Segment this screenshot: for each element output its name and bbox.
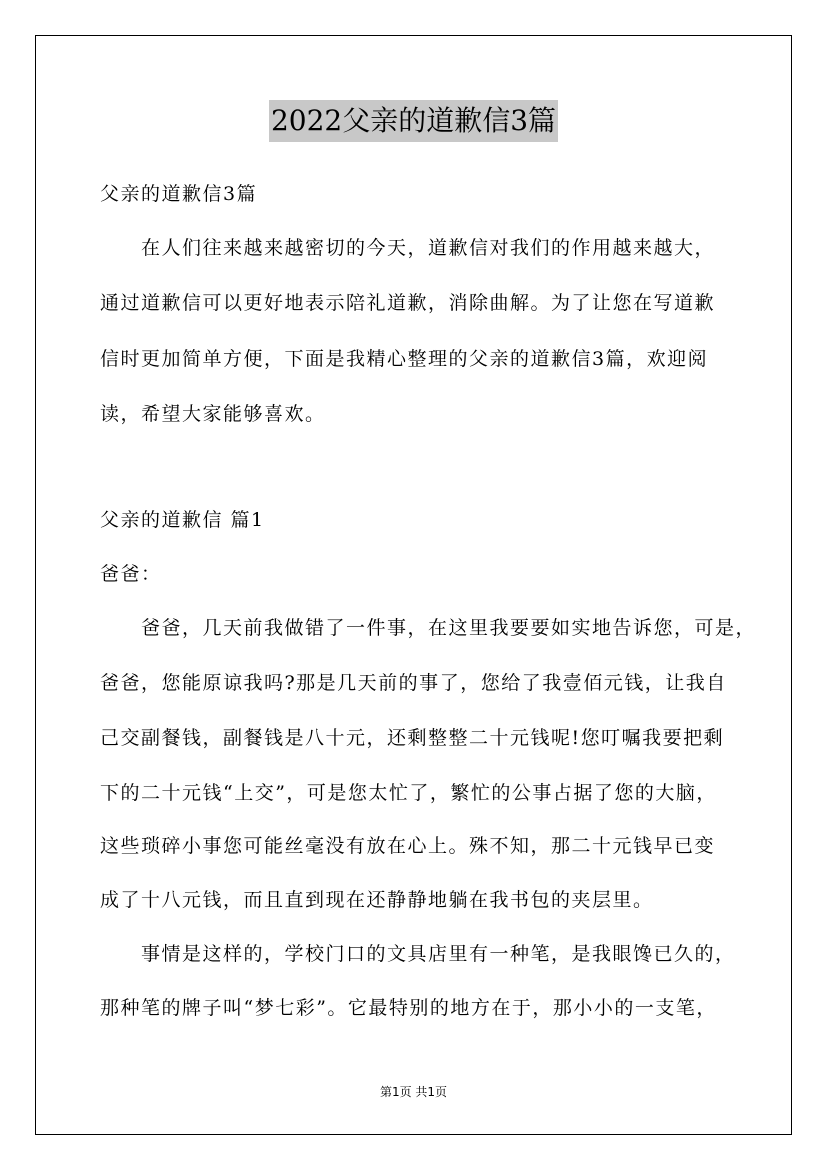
intro-line: 读，希望大家能够喜欢。 (100, 403, 326, 425)
title-container (0, 100, 827, 142)
paragraph-line: 下的二十元钱“上交”，可是您太忙了，繁忙的公事占据了您的大脑， (100, 782, 717, 804)
intro-line: 信时更加简单方便，下面是我精心整理的父亲的道歉信3篇，欢迎阅 (100, 348, 709, 370)
paragraph-line: 事情是这样的，学校门口的文具店里有一种笔，是我眼馋已久的， (141, 943, 736, 965)
document-title: 2022父亲的道歉信3篇 (269, 100, 558, 142)
paragraph-line: 成了十八元钱，而且直到现在还静静地躺在我书包的夹层里。 (100, 889, 654, 911)
page-footer: 第1页 共1页 (379, 1085, 448, 1099)
paragraph-line: 那种笔的牌子叫“梦七彩”。它最特别的地方在于，那小小的一支笔， (100, 997, 717, 1019)
salutation: 爸爸： (100, 563, 162, 585)
section-heading: 父亲的道歉信 篇1 (100, 509, 265, 531)
paragraph-line: 这些琐碎小事您可能丝毫没有放在心上。殊不知，那二十元钱早已变 (100, 835, 716, 857)
intro-line: 通过道歉信可以更好地表示陪礼道歉，消除曲解。为了让您在写道歉 (100, 292, 716, 314)
paragraph-line: 爸爸，您能原谅我吗?那是几天前的事了，您给了我壹佰元钱，让我自 (100, 672, 727, 694)
document-subtitle: 父亲的道歉信3篇 (100, 183, 258, 205)
paragraph-line: 爸爸，几天前我做错了一件事，在这里我要要如实地告诉您，可是， (141, 617, 757, 639)
intro-line: 在人们往来越来越密切的今天，道歉信对我们的作用越来越大， (141, 237, 716, 259)
paragraph-line: 己交副餐钱，副餐钱是八十元，还剩整整二十元钱呢!您叮嘱我要把剩 (100, 727, 725, 749)
